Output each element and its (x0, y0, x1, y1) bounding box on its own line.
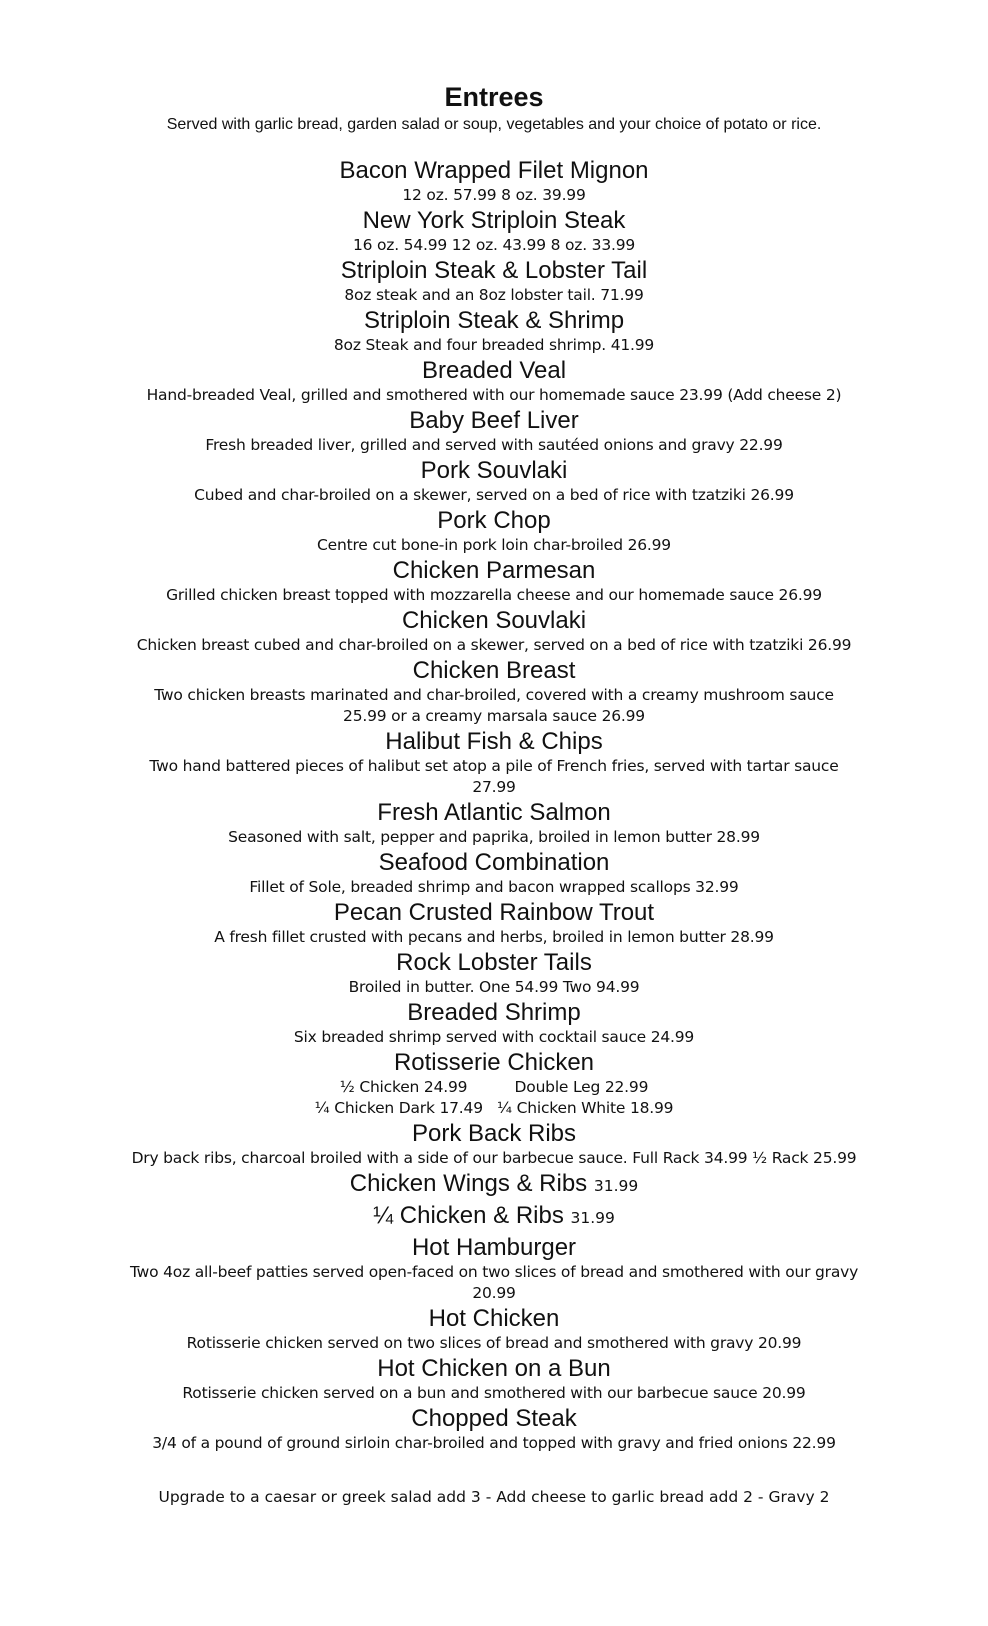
menu-item-description: Hand-breaded Veal, grilled and smothered with our homemade sauce 23.99 (Add cheese 2) (146, 386, 842, 404)
menu-item-name (94, 848, 894, 877)
menu-item-name (94, 948, 894, 977)
menu-item-name-text: Breaded Veal (421, 357, 567, 384)
menu-item-description: Two chicken breasts marinated and char-broiled, covered with a creamy mushroom sauce (154, 686, 834, 704)
menu-item (94, 1169, 894, 1201)
menu-item (94, 206, 894, 256)
menu-item-description: Two hand battered pieces of halibut set atop a pile of French fries, served with tartar sauce (149, 757, 839, 775)
menu-item-name-text: Striploin Steak & Shrimp (363, 307, 625, 334)
menu-item-name (94, 898, 894, 927)
menu-item-name-text: Seafood Combination (378, 849, 610, 876)
menu-item-name-text: Chicken Breast (412, 657, 576, 684)
menu-item (94, 1404, 894, 1454)
menu-item-description: Six breaded shrimp served with cocktail sauce 24.99 (293, 1028, 695, 1046)
menu-item-name (94, 406, 894, 435)
menu-item (94, 406, 894, 456)
menu-item-description: Seasoned with salt, pepper and paprika, broiled in lemon butter 28.99 (228, 828, 760, 846)
menu-item-name (94, 1119, 894, 1148)
menu-item (94, 356, 894, 406)
menu-item-name (94, 506, 894, 535)
menu-item (94, 1119, 894, 1169)
menu-item (94, 1354, 894, 1404)
section-title: Entrees (444, 82, 544, 112)
menu-item-description: Centre cut bone-in pork loin char-broiled 26.99 (317, 536, 671, 554)
menu-item (94, 1233, 894, 1304)
menu-item (94, 848, 894, 898)
menu-item-name (94, 1201, 894, 1233)
menu-item-description: 16 oz. 54.99 12 oz. 43.99 8 oz. 33.99 (352, 236, 636, 254)
menu-item-description: 12 oz. 57.99 8 oz. 39.99 (402, 186, 586, 204)
menu-item-description: Fresh breaded liver, grilled and served with sautéed onions and gravy 22.99 (205, 436, 783, 454)
menu-item-name-text: Pork Chop (437, 507, 551, 534)
menu-item-name-text: Hot Hamburger (411, 1234, 577, 1261)
menu-item-name (94, 727, 894, 756)
footer-note: Upgrade to a caesar or greek salad add 3 - Add cheese to garlic bread add 2 - Gravy 2 (158, 1488, 830, 1506)
menu-item-name (94, 1169, 894, 1201)
menu-item (94, 1201, 894, 1233)
menu-item-description: Cubed and char-broiled on a skewer, served on a bed of rice with tzatziki 26.99 (194, 486, 794, 504)
menu-item-name-text: Hot Chicken (428, 1305, 560, 1332)
menu-item-name-text: Chicken Parmesan (392, 557, 596, 584)
menu-item (94, 1304, 894, 1354)
menu-item-price: 31.99 (593, 1177, 639, 1195)
menu-item-name (94, 156, 894, 185)
menu-item (94, 256, 894, 306)
menu-item-name-text: Chicken Wings & Ribs (349, 1170, 588, 1197)
menu-item-name (94, 1048, 894, 1077)
menu-item-description: ¼ Chicken Dark 17.49 ¼ Chicken White 18.99 (314, 1099, 674, 1117)
menu-item-name-text: Breaded Shrimp (407, 999, 581, 1026)
menu-item-name-text: Fresh Atlantic Salmon (377, 799, 611, 826)
menu-item-description: Dry back ribs, charcoal broiled with a side of our barbecue sauce. Full Rack 34.99 ½ Rack 25.99 (131, 1149, 857, 1167)
menu-item-name (94, 1354, 894, 1383)
menu-item (94, 156, 894, 206)
menu-item-name-text: Rock Lobster Tails (396, 949, 592, 976)
menu-item-name (94, 998, 894, 1027)
menu-item (94, 456, 894, 506)
menu-item (94, 1048, 894, 1119)
menu-item (94, 948, 894, 998)
menu-item-name-text: Pecan Crusted Rainbow Trout (333, 899, 655, 926)
menu-item-name-text: Rotisserie Chicken (393, 1049, 595, 1076)
menu-items-list (0, 156, 988, 1454)
menu-item-name-text: Chicken Souvlaki (401, 607, 587, 634)
menu-item-name (94, 1304, 894, 1333)
menu-item-description: 27.99 (472, 778, 516, 796)
menu-item-description: 25.99 or a creamy marsala sauce 26.99 (343, 707, 645, 725)
menu-item-price: 31.99 (570, 1209, 615, 1227)
section-subtitle: Served with garlic bread, garden salad or soup, vegetables and your choice of potato or rice. (166, 116, 822, 133)
menu-item-description: Chicken breast cubed and char-broiled on a skewer, served on a bed of rice with tzatziki 26.99 (136, 636, 852, 654)
menu-item-name-text: Bacon Wrapped Filet Mignon (339, 157, 649, 184)
menu-item-description: 8oz steak and an 8oz lobster tail. 71.99 (344, 286, 644, 304)
menu-item-name (94, 798, 894, 827)
menu-item-description: Fillet of Sole, breaded shrimp and bacon wrapped scallops 32.99 (249, 878, 739, 896)
menu-item-name-text: New York Striploin Steak (362, 207, 626, 234)
menu-item-description: Grilled chicken breast topped with mozzarella cheese and our homemade sauce 26.99 (166, 586, 822, 604)
menu-item-name-text: Pork Souvlaki (420, 457, 568, 484)
menu-item-name-text: Halibut Fish & Chips (385, 728, 603, 755)
menu-item-name (94, 456, 894, 485)
menu-item-name-text: Hot Chicken on a Bun (377, 1355, 611, 1382)
menu-item-name-text: Pork Back Ribs (411, 1120, 577, 1147)
menu-item-name (94, 606, 894, 635)
menu-item-description: 8oz Steak and four breaded shrimp. 41.99 (333, 336, 655, 354)
menu-item-description: ½ Chicken 24.99 Double Leg 22.99 (339, 1078, 649, 1096)
menu-item-name (94, 1404, 894, 1433)
menu-item-name (94, 556, 894, 585)
menu-item-description: 20.99 (472, 1284, 516, 1302)
menu-item-name-text: Baby Beef Liver (409, 407, 579, 434)
menu-item-name (94, 656, 894, 685)
menu-item-name (94, 206, 894, 235)
menu-item (94, 798, 894, 848)
menu-item-description: 3/4 of a pound of ground sirloin char-broiled and topped with gravy and fried onions 22.99 (152, 1434, 836, 1452)
menu-item (94, 506, 894, 556)
menu-item (94, 556, 894, 606)
menu-item-description: Rotisserie chicken served on two slices of bread and smothered with gravy 20.99 (186, 1334, 802, 1352)
menu-item (94, 606, 894, 656)
menu-item-name-text: Chopped Steak (411, 1405, 577, 1432)
menu-item (94, 898, 894, 948)
menu-item-name (94, 256, 894, 285)
menu-item (94, 998, 894, 1048)
menu-item (94, 306, 894, 356)
menu-item-description: Two 4oz all-beef patties served open-faced on two slices of bread and smothered with our gravy (129, 1263, 859, 1281)
menu-item (94, 727, 894, 798)
menu-item-description: Rotisserie chicken served on a bun and smothered with our barbecue sauce 20.99 (182, 1384, 806, 1402)
menu-item-description: Broiled in butter. One 54.99 Two 94.99 (348, 978, 640, 996)
menu-item-description: A fresh fillet crusted with pecans and herbs, broiled in lemon butter 28.99 (214, 928, 774, 946)
menu-item-name (94, 306, 894, 335)
menu-item-name-text: Striploin Steak & Lobster Tail (340, 257, 648, 284)
menu-item-name (94, 1233, 894, 1262)
menu-item-name-text: ¼ Chicken & Ribs (373, 1202, 564, 1229)
menu-item-name (94, 356, 894, 385)
menu-item (94, 656, 894, 727)
